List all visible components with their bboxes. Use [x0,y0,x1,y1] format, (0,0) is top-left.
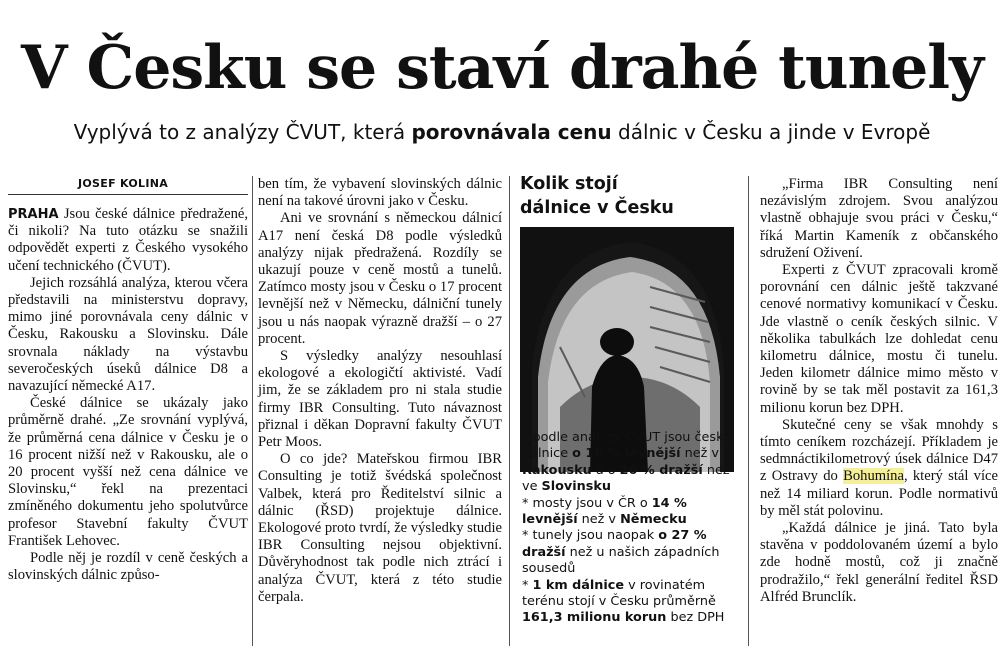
fact-bold: Slovinsku [541,479,611,495]
fact-bold: 20 % dražší [619,462,703,478]
list-item [522,430,736,496]
fact-bold: 14 % levnější [522,495,687,528]
fact-text: * mosty jsou v ČR o [522,495,652,511]
paragraph: Podle něj je rozdíl v ceně českých a slovinských dálnic způso- [8,550,248,584]
article-column-4 [760,176,998,606]
author-byline: JOSEF KOLINA [78,177,169,190]
fact-text: v rovinatém terénu stojí v Česku průměrně [522,577,716,610]
sidebar-facts-list [522,430,736,627]
sidebar-title-line2: dálnice v Česku [520,198,674,218]
info-sidebar [518,172,736,650]
article-column-2 [258,176,502,606]
list-item [522,578,736,627]
subtitle-bold: porovnávala cenu [411,120,612,144]
paragraph [8,206,248,275]
paragraph: Ani ve srovnání s německou dálnicí A17 není česká D8 podle výsledků analýzy nijak předražená. Rozdíly se ukazují pouze v ceně mostů a tunelů. Zatímco mosty jsou v Česku o 17 procent levnější než v Německu, dálniční tunely jsou u nás naopak výrazně dražší – o 27 procent. [258,210,502,347]
paragraph: O co jde? Mateřskou firmou IBR Consulting je totiž švédská společnost Valbek, která pro Ředitelství silnic a dálnic (ŘSD) projektuje dálnice. Ekologové proto tvrdí, že výsledky studie IBR Consulting nejsou objektivní. Důvěryhodnost tak podle nich ztrácí i analýza ČVUT, která z této studie čerpala. [258,451,502,605]
fact-text: * [522,577,533,593]
paragraph-text: Skutečné ceny se však mnohdy s tímto ceníkem rozcházejí. Příkladem je sedmnáctikilometrový úsek dálnice D47 z Ostravy do [760,416,998,485]
fact-text: * tunely jsou naopak [522,528,659,544]
list-item [522,496,736,529]
fact-text: než v [577,512,621,528]
column-divider [252,176,253,646]
fact-bold: 1 km dálnice [532,577,625,593]
fact-text: než v [680,446,719,462]
paragraph: ben tím, že vybavení slovinských dálnic není na takové úrovni jako v Česku. [258,176,502,210]
paragraph: S výsledky analýzy nesouhlasí ekologové a ekologičtí aktivisté. Vadí jim, že se základem pro ni stala studie firmy IBR Consulting. Tuto návaznost přiznal i děkan Dopravní fakulty ČVUT Petr Moos. [258,348,502,451]
column-divider [748,176,749,646]
paragraph: Experti z ČVUT zpracovali kromě porovnání cen dálnic ještě takzvané cenové normativy komunikací v Česku. Jde vlastně o ceník českých silnic. V několika tabulkách lze dohledat cenu kilometru dálnice, mostu či tunelu. Jeden kilometr dálnice mimo město v rovině by se tak měl postavit za 161,3 milionu korun bez DPH. [760,262,998,416]
fact-bold: Rakousku [522,462,592,478]
headline: V Česku se staví drahé tunely [21,33,983,103]
fact-text: a o [591,462,620,478]
fact-text: bez DPH [666,610,725,626]
highlighted-word: Bohumína [843,468,904,485]
sidebar-title-line1: Kolik stojí [520,174,618,194]
list-item [522,528,736,577]
paragraph [760,417,998,520]
fact-text: než u našich západních sousedů [522,544,720,577]
column-divider [509,176,510,646]
byline-rule [8,194,248,195]
paragraph: „Každá dálnice je jiná. Tato byla stavěna v poddolovaném území a bylo zde hodně mostů, což ji značně prodražilo,“ řekl generální ředitel ŘSD Alfréd Brunclík. [760,520,998,605]
fact-bold: Německu [620,512,687,528]
dateline: PRAHA [8,207,59,222]
fact-bold: o 27 % dražší [522,528,707,560]
article-column-1 [8,206,248,584]
paragraph-text: Jsou české dálnice předražené, či nikoli? Na tuto otázku se snažili odpovědět experti z Českého vysokého učení technického (ČVUT). [8,206,248,274]
subtitle [0,119,1004,145]
subtitle-part2: dálnic v Česku a jinde v Evropě [611,120,931,144]
subtitle-part1: Vyplývá to z analýzy ČVUT, která [73,120,412,144]
fact-bold: o 16 % levnější [572,446,681,462]
fact-bold: 161,3 milionu korun [522,610,667,626]
paragraph-text: , který stál více než 14 miliard korun. Podle normativů by měl stát polovinu. [760,468,998,519]
fact-text: * podle analýzy ČVUT jsou české dálnice [522,430,731,462]
paragraph: Jejich rozsáhlá analýza, kterou včera představili na ministerstvu dopravy, mimo jiné porovnávala ceny dálnic v Česku, Rakousku a Slovinsku. Dále srovnala náklady na výstavbu severočeských úseků dálnice D8 a navazující německé A17. [8,274,248,395]
fact-text: než ve [522,462,730,495]
paragraph: „Firma IBR Consulting není nezávislým zdrojem. Svou analýzou vlastně obhajuje svou práci v Česku,“ říká Martin Kameník z občanského sdružení Oživení. [760,176,998,261]
paragraph: České dálnice se ukázaly jako průměrně drahé. „Ze srovnání vyplývá, že průměrná cena dálnice v Česku je o 16 procent nižší než v Rakousku, ale o 20 procent vyšší než cena dálnice ve Slovinsku,“ řekl na prezentaci zmíněného dokumentu jeho spolutvůrce profesor Stavební fakulty ČVUT František Lehovec. [8,395,248,549]
